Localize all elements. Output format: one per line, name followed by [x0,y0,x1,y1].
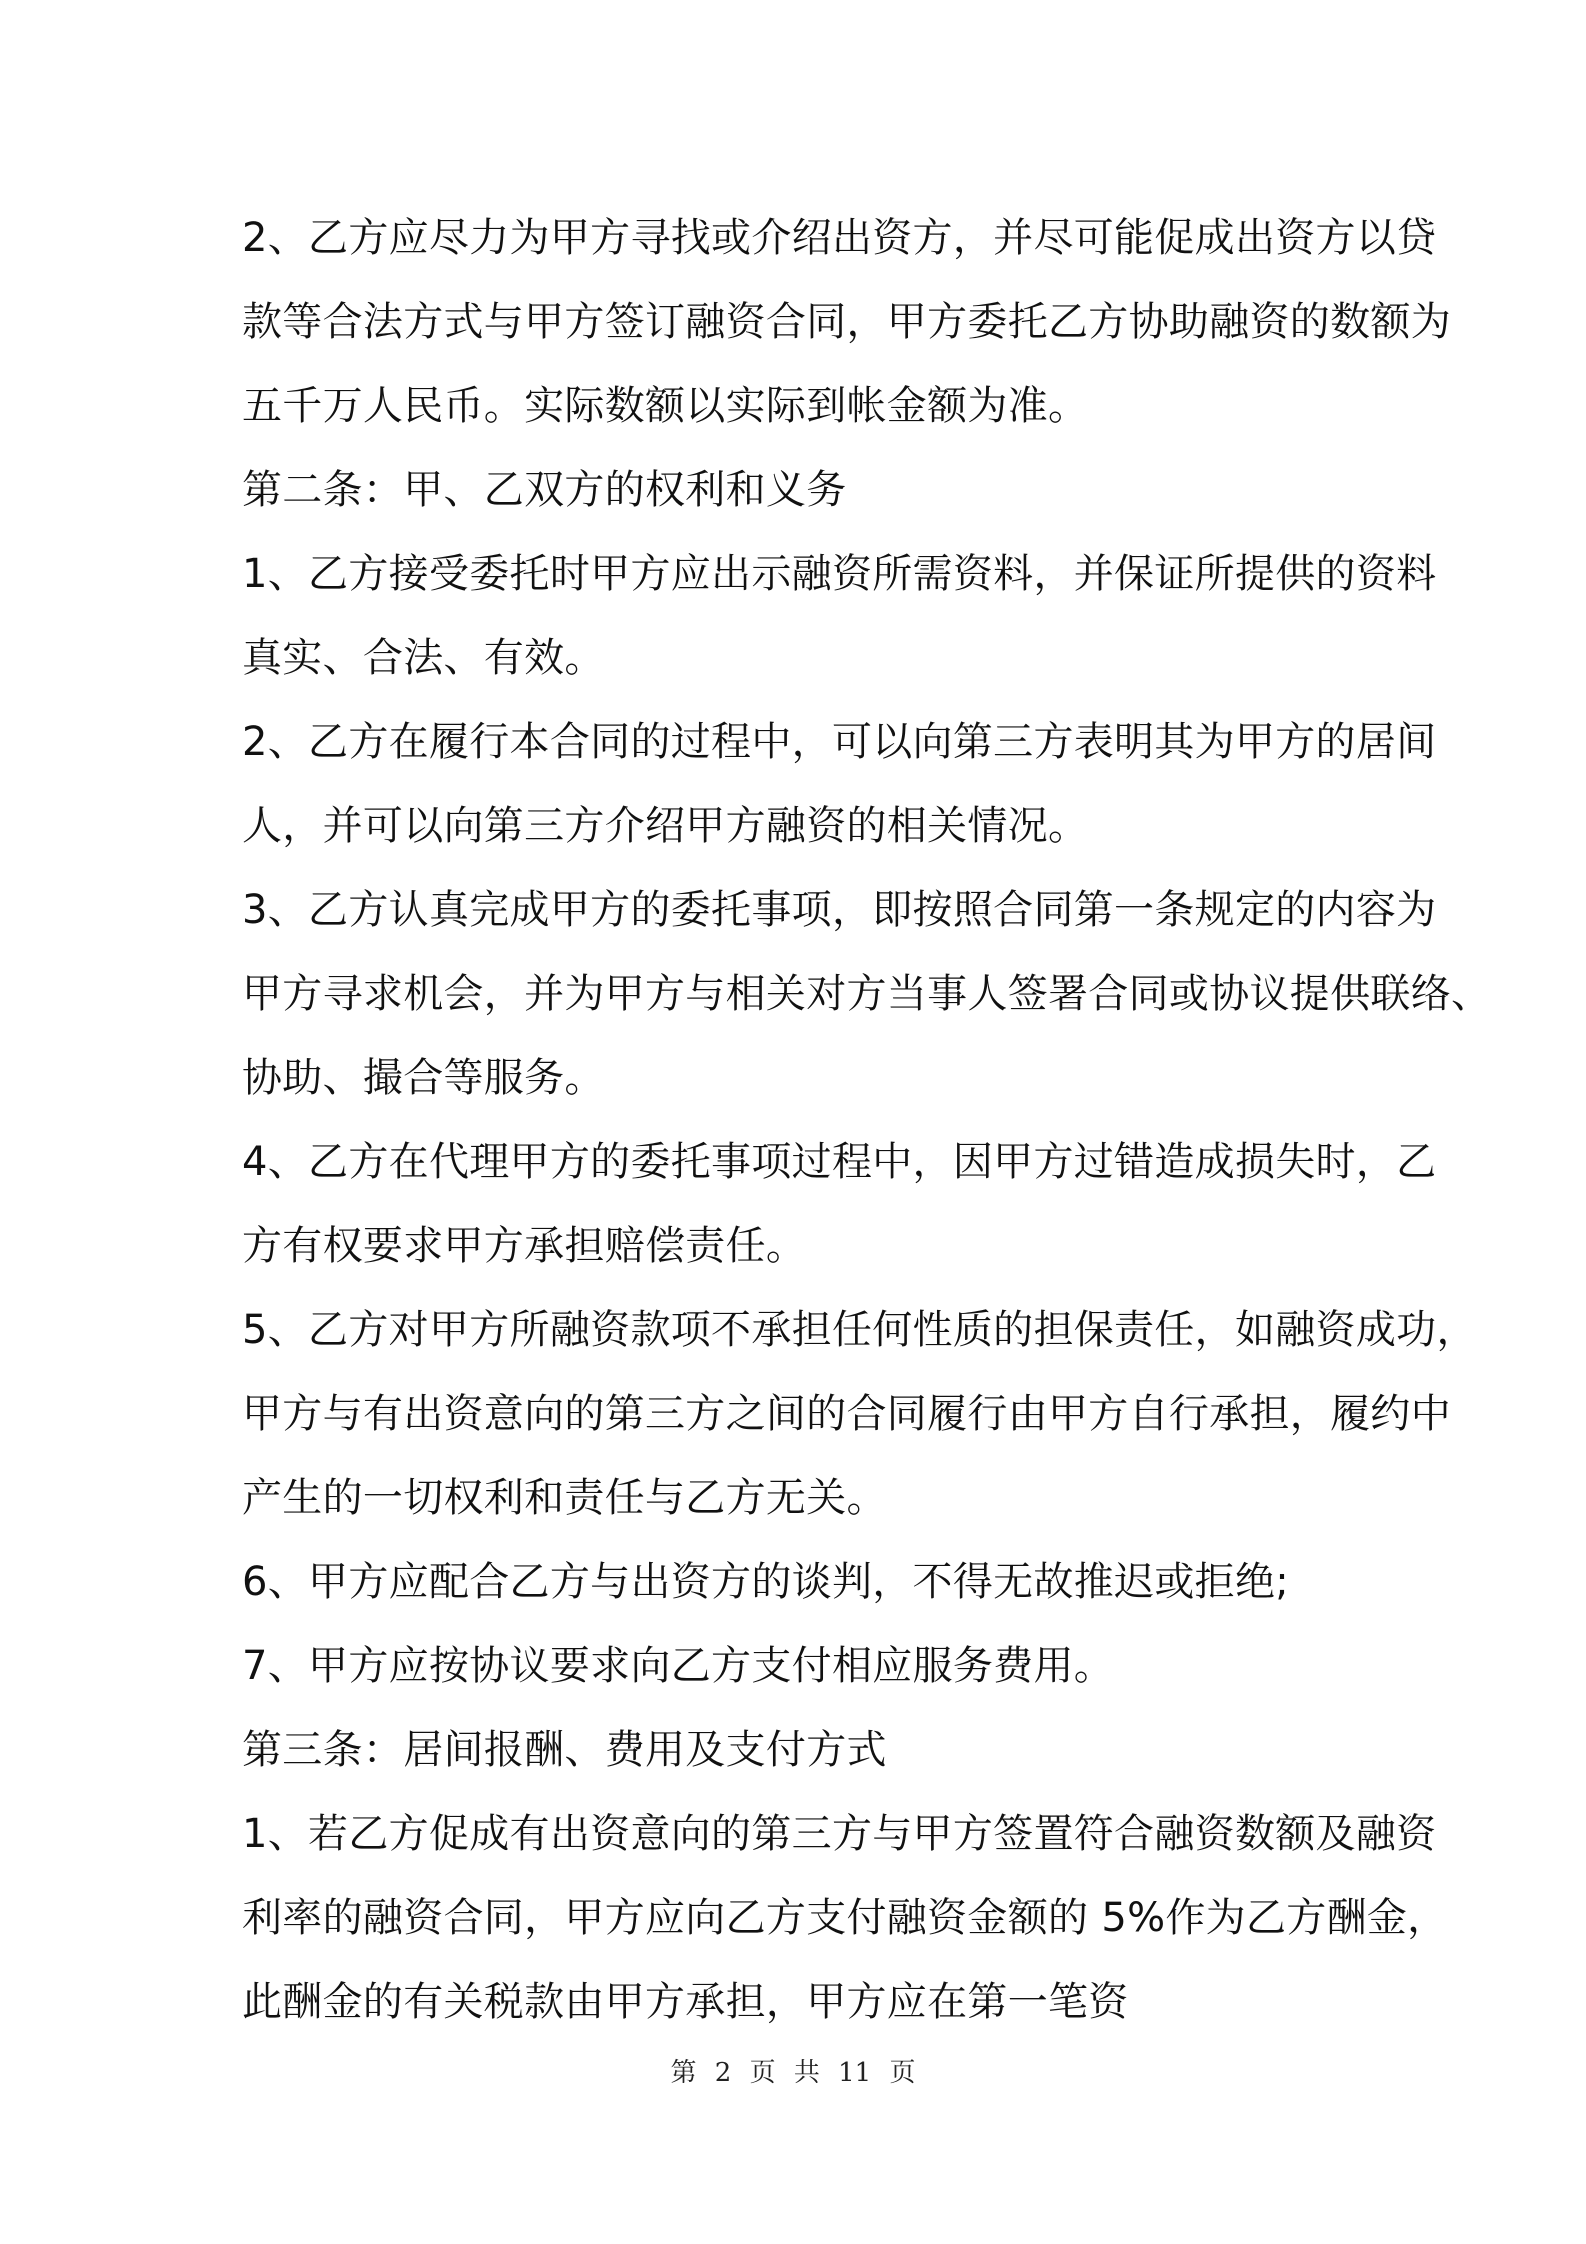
text-line: 协助、撮合等服务。 [242,1055,605,1101]
text-line: 人，并可以向第三方介绍甲方融资的相关情况。 [242,803,1089,849]
text-line: 4、乙方在代理甲方的委托事项过程中，因甲方过错造成损失时，乙 [242,1139,1437,1185]
text-line: 5、乙方对甲方所融资款项不承担任何性质的担保责任，如融资成功， [242,1307,1477,1353]
text-line: 利率的融资合同，甲方应向乙方支付融资金额的 5%作为乙方酬金， [242,1895,1448,1941]
section-heading: 第三条：居间报酬、费用及支付方式 [242,1727,887,1773]
footer-label-total: 共 [793,2058,820,2088]
text-line: 6、甲方应配合乙方与出资方的谈判，不得无故推迟或拒绝; [242,1559,1290,1605]
text-line: 1、若乙方促成有出资意向的第三方与甲方签置符合融资数额及融资 [242,1811,1437,1857]
footer-label-page: 第 [670,2058,697,2088]
text-line: 真实、合法、有效。 [242,635,605,681]
text-line: 3、乙方认真完成甲方的委托事项，即按照合同第一条规定的内容为 [242,887,1437,933]
text-line: 2、乙方应尽力为甲方寻找或介绍出资方，并尽可能促成出资方以贷 [242,215,1437,261]
text-line: 甲方寻求机会，并为甲方与相关对方当事人签署合同或协议提供联络、 [242,971,1492,1017]
text-line: 1、乙方接受委托时甲方应出示融资所需资料，并保证所提供的资料 [242,551,1437,597]
text-line: 2、乙方在履行本合同的过程中，可以向第三方表明其为甲方的居间 [242,719,1437,765]
text-line: 款等合法方式与甲方签订融资合同，甲方委托乙方协助融资的数额为 [242,299,1451,345]
text-line: 五千万人民币。实际数额以实际到帐金额为准。 [242,383,1089,429]
footer-total-pages: 11 [838,2058,872,2088]
document-body [242,196,1492,2044]
text-line: 此酬金的有关税款由甲方承担，甲方应在第一笔资 [242,1979,1129,2025]
section-heading: 第二条：甲、乙双方的权利和义务 [242,467,847,513]
text-line: 7、甲方应按协议要求向乙方支付相应服务费用。 [242,1643,1115,1689]
page-footer [0,2052,1586,2089]
text-line: 甲方与有出资意向的第三方之间的合同履行由甲方自行承担，履约中 [242,1391,1451,1437]
footer-label-total-unit: 页 [889,2058,916,2088]
footer-page-number: 2 [714,2058,732,2088]
footer-label-page-unit: 页 [749,2058,776,2088]
text-line: 方有权要求甲方承担赔偿责任。 [242,1223,807,1269]
text-line: 产生的一切权利和责任与乙方无关。 [242,1475,887,1521]
